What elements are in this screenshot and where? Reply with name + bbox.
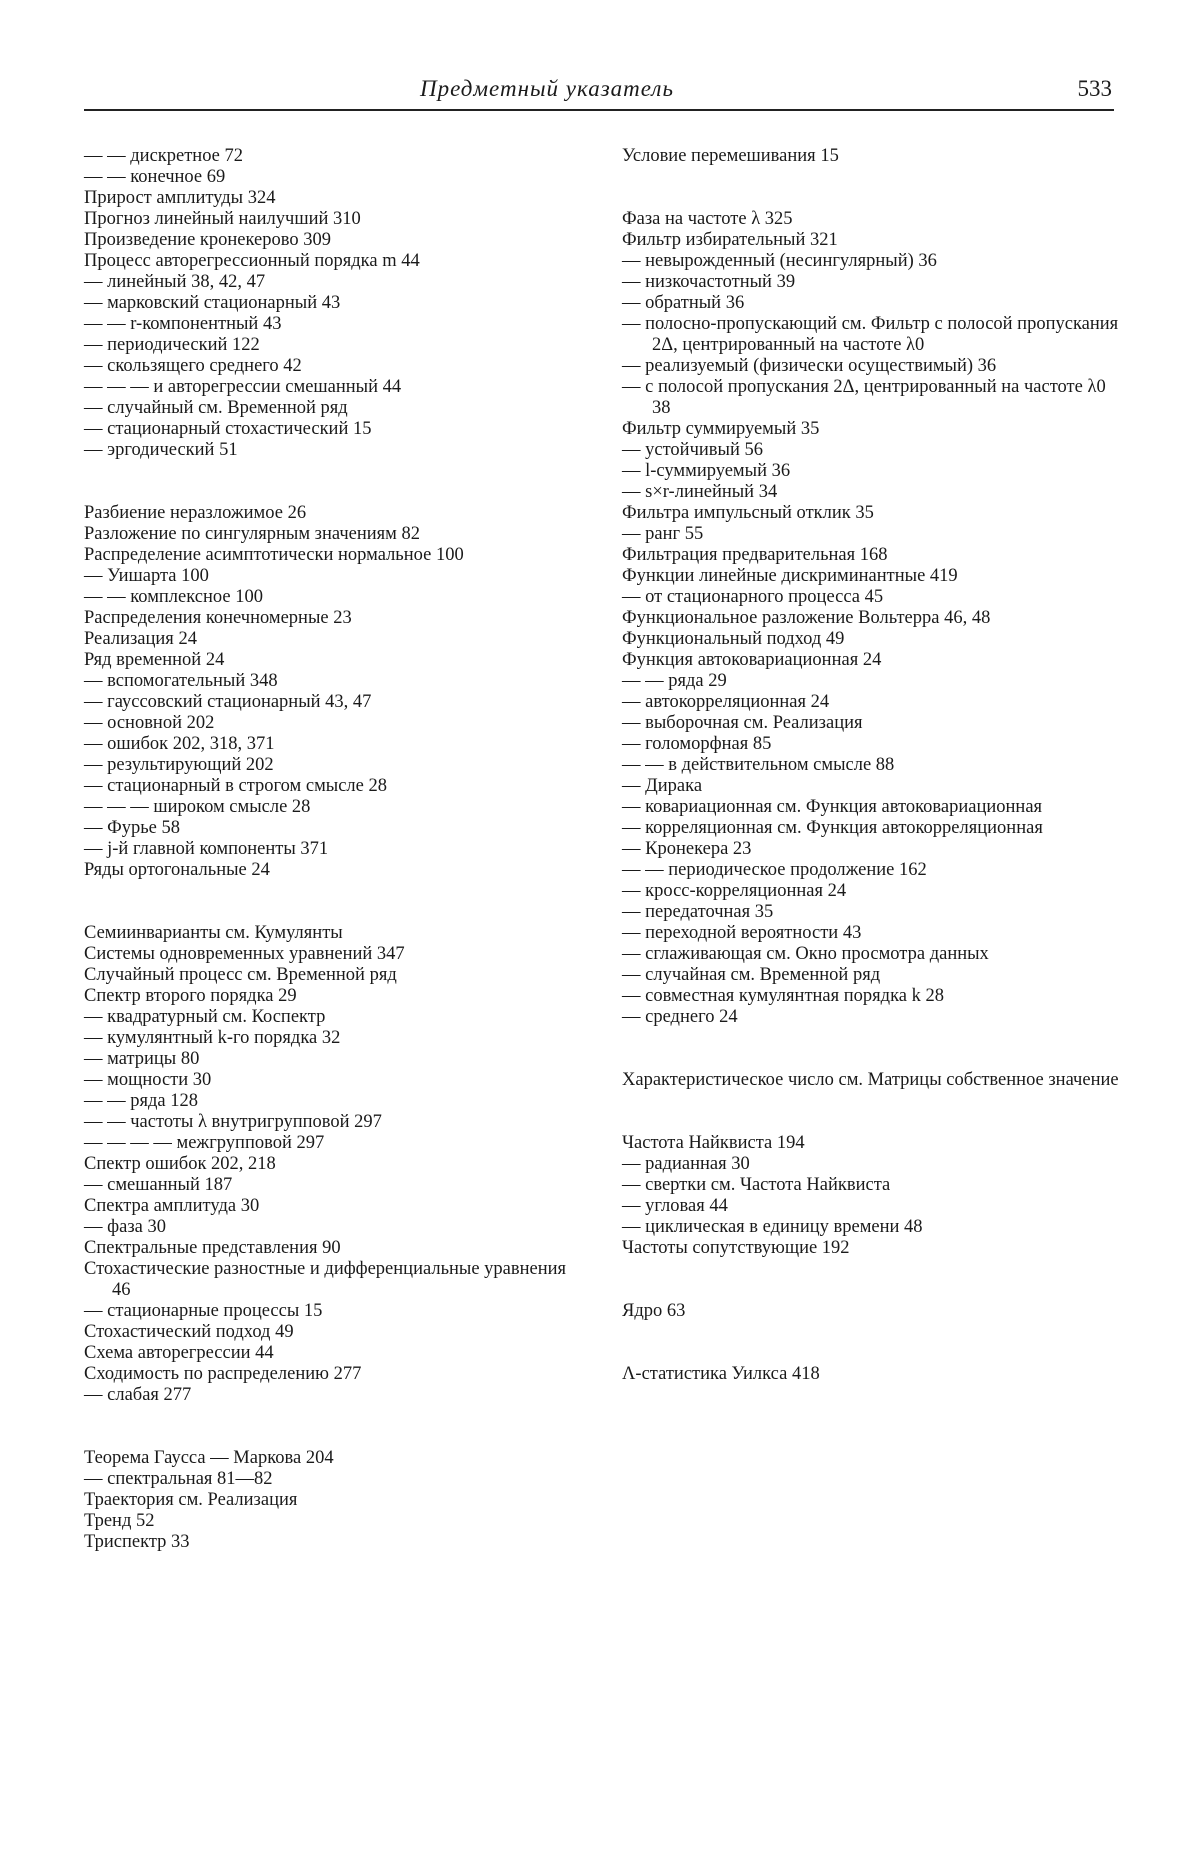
index-entry: — стационарный стохастический 15 [84,419,372,439]
index-entry: — Уишарта 100 [84,566,209,586]
index-entry: Триспектр 33 [84,1532,190,1552]
index-entry: Произведение кронекерово 309 [84,230,331,250]
header-rule [84,109,1114,111]
section-gap [84,461,584,503]
index-entry: — передаточная 35 [622,902,774,922]
index-entry: Случайный процесс см. Временной ряд [84,965,397,985]
index-entry: Разбиение неразложимое 26 [84,503,307,523]
index-entry: Частоты сопутствующие 192 [622,1238,850,1258]
index-entry: — результирующий 202 [84,755,274,775]
index-entry: Спектра амплитуда 30 [84,1196,260,1216]
index-entry: — вспомогательный 348 [84,671,278,691]
index-entry: Фильтр избирательный 321 [622,230,838,250]
index-entry: — невырожденный (несингулярный) 36 [622,251,937,271]
index-entry: Λ-статистика Уилкса 418 [622,1364,820,1384]
index-entry: Фильтра импульсный отклик 35 [622,503,874,523]
index-entry: Спектральные представления 90 [84,1238,341,1258]
index-entry: — свертки см. Частота Найквиста [622,1175,891,1195]
index-entry: — реализуемый (физически осуществимый) 36 [622,356,997,376]
index-entry: Прогноз линейный наилучший 310 [84,209,361,229]
index-entry: — совместная кумулянтная порядка k 28 [622,986,945,1006]
index-entry: — l-суммируемый 36 [622,461,791,481]
index-entry: — радианная 30 [622,1154,750,1174]
index-entry: Системы одновременных уравнений 347 [84,944,405,964]
index-entry: — смешанный 187 [84,1175,233,1195]
index-entry: — — ряда 128 [84,1091,199,1111]
index-entry: — низкочастотный 39 [622,272,796,292]
index-entry: — — r-компонентный 43 [84,314,282,334]
index-entry: Функция автоковариационная 24 [622,650,882,670]
index-entry: Стохастический подход 49 [84,1322,294,1342]
index-entry: — автокорреляционная 24 [622,692,830,712]
index-entry: — слабая 277 [84,1385,192,1405]
index-entry: Прирост амплитуды 324 [84,188,276,208]
index-entry: — — — и авторегрессии смешанный 44 [84,377,402,397]
index-entry: Ряды ортогональные 24 [84,860,270,880]
index-entry: — мощности 30 [84,1070,212,1090]
index-entry: — — комплексное 100 [84,587,263,607]
section-gap [84,1406,584,1448]
index-entry: — гауссовский стационарный 43, 47 [84,692,372,712]
index-entry: Распределение асимптотически нормальное 100 [84,545,464,565]
index-entry: — выборочная см. Реализация [622,713,863,733]
index-entry: — с полосой пропускания 2Δ, центрированный на частоте λ0 38 [622,377,1106,418]
index-entry: — ковариационная см. Функция автоковариационная [622,797,1043,817]
index-entry: — случайный см. Временной ряд [84,398,348,418]
index-entry: Условие перемешивания 15 [622,146,839,166]
index-entry: Фаза на частоте λ 325 [622,209,793,229]
index-entry: — спектральная 81—82 [84,1469,273,1489]
index-entry: — — — — межгрупповой 297 [84,1133,325,1153]
index-entry: — стационарные процессы 15 [84,1301,323,1321]
index-entry: Ряд временной 24 [84,650,225,670]
index-entry: — стационарный в строгом смысле 28 [84,776,387,796]
index-entry: Реализация 24 [84,629,197,649]
index-entry: Семиинварианты см. Кумулянты [84,923,343,943]
index-entry: — линейный 38, 42, 47 [84,272,266,292]
index-entry: Распределения конечномерные 23 [84,608,352,628]
index-entry: — Кронекера 23 [622,839,752,859]
index-entry: Частота Найквиста 194 [622,1133,805,1153]
index-entry: Сходимость по распределению 277 [84,1364,362,1384]
index-entry: — марковский стационарный 43 [84,293,341,313]
section-gap [622,1259,1122,1301]
index-entry: — голоморфная 85 [622,734,772,754]
index-entry: Функции линейные дискриминантные 419 [622,566,958,586]
section-gap [622,167,1122,209]
index-entry: — s×r-линейный 34 [622,482,778,502]
index-entry: — — в действительном смысле 88 [622,755,895,775]
index-entry: — — — широком смысле 28 [84,797,311,817]
index-entry: Ядро 63 [622,1301,686,1321]
section-gap [622,1028,1122,1070]
section-gap [622,1091,1122,1133]
index-entry: Траектория см. Реализация [84,1490,298,1510]
index-entry: — j-й главной компоненты 371 [84,839,329,859]
index-entry: Тренд 52 [84,1511,155,1531]
section-gap [622,1322,1122,1364]
index-entry: — угловая 44 [622,1196,728,1216]
index-entry: — — ряда 29 [622,671,727,691]
index-entry: Теорема Гаусса — Маркова 204 [84,1448,334,1468]
index-entry: — полосно-пропускающий см. Фильтр с полосой пропускания 2Δ, центрированный на частоте λ0 [622,314,1119,355]
page-number: 533 [1077,76,1112,101]
index-entry: — эргодический 51 [84,440,238,460]
index-entry: — — периодическое продолжение 162 [622,860,927,880]
index-entry: — кросс-корреляционная 24 [622,881,847,901]
index-entry: — фаза 30 [84,1217,166,1237]
index-entry: — основной 202 [84,713,215,733]
index-entry: Функциональное разложение Вольтерра 46, 48 [622,608,991,628]
index-entry: — циклическая в единицу времени 48 [622,1217,923,1237]
index-entry: — периодический 122 [84,335,260,355]
index-entry: — ошибок 202, 318, 371 [84,734,275,754]
index-entry: Разложение по сингулярным значениям 82 [84,524,421,544]
index-entry: — ранг 55 [622,524,704,544]
running-title: Предметный указатель [420,76,674,101]
index-entry: Процесс авторегрессионный порядка m 44 [84,251,420,271]
index-entry: — — частоты λ внутригрупповой 297 [84,1112,382,1132]
index-entry: Схема авторегрессии 44 [84,1343,274,1363]
index-entry: — матрицы 80 [84,1049,200,1069]
index-entry: — случайная см. Временной ряд [622,965,881,985]
index-entry: — квадратурный см. Коспектр [84,1007,326,1027]
index-entry: — скользящего среднего 42 [84,356,302,376]
index-entry: — Фурье 58 [84,818,181,838]
index-entry: Спектр ошибок 202, 218 [84,1154,276,1174]
index-entry: Спектр второго порядка 29 [84,986,297,1006]
index-entry: — корреляционная см. Функция автокорреляционная [622,818,1043,838]
index-entry: Характеристическое число см. Матрицы собственное значение [622,1070,1119,1090]
index-entry: — обратный 36 [622,293,745,313]
index-entry: — переходной вероятности 43 [622,923,862,943]
section-gap [84,881,584,923]
index-entry: — от стационарного процесса 45 [622,587,884,607]
index-entry: Фильтр суммируемый 35 [622,419,820,439]
index-column-left [84,146,584,1553]
index-column-right [622,146,1122,1385]
index-entry: — сглаживающая см. Окно просмотра данных [622,944,989,964]
index-entry: — среднего 24 [622,1007,738,1027]
index-entry: — кумулянтный k-го порядка 32 [84,1028,341,1048]
index-entry: Функциональный подход 49 [622,629,845,649]
index-entry: — устойчивый 56 [622,440,763,460]
index-entry: — Дирака [622,776,703,796]
index-entry: — — дискретное 72 [84,146,244,166]
index-entry: — — конечное 69 [84,167,226,187]
index-entry: Стохастические разностные и дифференциальные уравнения 46 [84,1259,567,1300]
index-entry: Фильтрация предварительная 168 [622,545,888,565]
